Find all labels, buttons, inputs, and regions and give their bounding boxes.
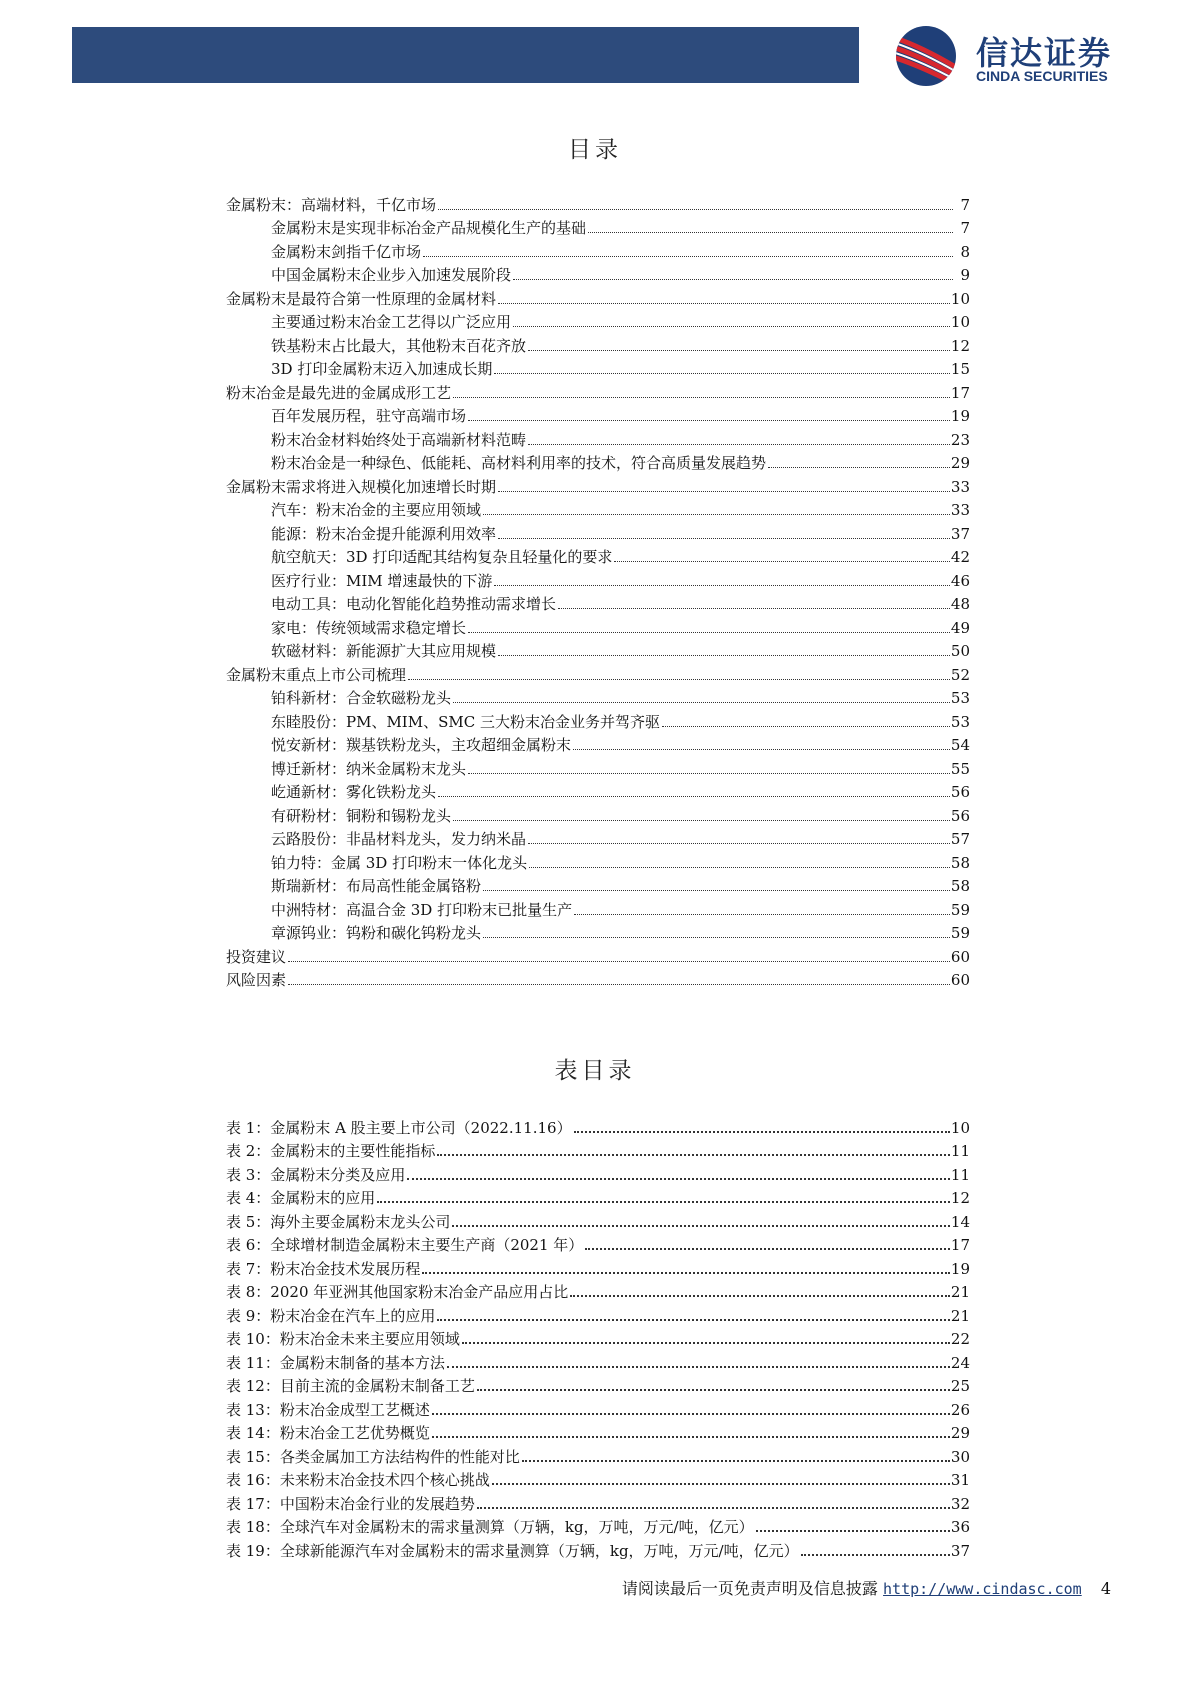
page-footer <box>622 1576 1111 1599</box>
table-toc-entry-label: 表 12：目前主流的金属粉末制备工艺 <box>226 1377 475 1395</box>
toc-entry[interactable] <box>226 331 970 355</box>
dot-leader <box>614 560 950 562</box>
toc-entry[interactable] <box>226 261 970 285</box>
table-of-tables <box>226 1113 970 1560</box>
toc-entry-page: 29 <box>950 454 970 472</box>
toc-entry-page: 48 <box>950 595 970 613</box>
table-toc-entry-label: 表 7：粉末冶金技术发展历程 <box>226 1259 421 1278</box>
dot-leader <box>513 278 953 280</box>
toc-entry-label: 金属粉末是实现非标冶金产品规模化生产的基础 <box>271 219 587 237</box>
table-toc-entry[interactable] <box>226 1442 970 1466</box>
table-toc-entry-page: 36 <box>950 1518 970 1536</box>
table-toc-entry-label: 表 1：金属粉末 A 股主要上市公司（2022.11.16） <box>226 1118 572 1137</box>
dot-leader <box>453 701 950 703</box>
table-toc-entry[interactable] <box>226 1231 970 1255</box>
toc-entry-page: 10 <box>950 289 970 308</box>
toc-entry-page: 42 <box>950 548 970 566</box>
table-toc-entry-page: 12 <box>950 1189 970 1207</box>
toc-entry-page: 23 <box>950 430 970 449</box>
dot-leader <box>528 349 950 351</box>
table-toc-entry-page: 21 <box>950 1306 970 1325</box>
toc-entry-page: 56 <box>950 783 970 801</box>
toc-entry-label: 悦安新材：羰基铁粉龙头，主攻超细金属粉末 <box>271 736 572 754</box>
table-toc-entry-page: 19 <box>950 1259 970 1278</box>
dot-leader <box>462 1341 950 1344</box>
table-toc-entry[interactable] <box>226 1395 970 1419</box>
table-toc-entry[interactable] <box>226 1301 970 1325</box>
toc-entry[interactable] <box>226 472 970 496</box>
toc-entry[interactable] <box>226 237 970 261</box>
dot-leader <box>377 1200 950 1203</box>
dot-leader <box>494 372 950 374</box>
header-bar <box>72 27 859 83</box>
toc-entry[interactable] <box>226 919 970 943</box>
dot-leader <box>408 678 950 680</box>
toc-entry[interactable] <box>226 308 970 332</box>
table-toc-entry-page: 26 <box>950 1400 970 1419</box>
dot-leader <box>498 302 950 304</box>
toc-title: 目录 <box>568 137 622 163</box>
table-toc-entry-page: 21 <box>950 1283 970 1301</box>
toc-entry[interactable] <box>226 637 970 661</box>
table-toc-entry-label: 表 16：未来粉末冶金技术四个核心挑战 <box>226 1471 490 1489</box>
toc-entry-label: 金属粉末：高端材料，千亿市场 <box>226 195 437 214</box>
toc-entry-label: 云路股份：非晶材料龙头，发力纳米晶 <box>271 830 527 848</box>
toc-entry[interactable] <box>226 848 970 872</box>
toc-entry-page: 49 <box>950 618 970 637</box>
dot-leader <box>468 419 950 421</box>
toc-entry-page: 55 <box>950 759 970 778</box>
toc-entry-label: 东睦股份：PM、MIM、SMC 三大粉末冶金业务并驾齐驱 <box>271 712 660 731</box>
toc-entry-label: 金属粉末需求将进入规模化加速增长时期 <box>226 477 497 496</box>
table-toc-entry-page: 10 <box>950 1118 970 1137</box>
toc-entry-label: 博迁新材：纳米金属粉末龙头 <box>271 759 467 778</box>
table-toc-entry[interactable] <box>226 1466 970 1490</box>
footer-url-link[interactable]: http://www.cindasc.com <box>883 1580 1082 1598</box>
table-toc-entry[interactable] <box>226 1536 970 1560</box>
toc-entry-page: 8 <box>960 242 970 261</box>
dot-leader <box>477 1506 950 1509</box>
toc-entry-label: 航空航天：3D 打印适配其结构复杂且轻量化的要求 <box>271 548 613 566</box>
toc-entry-label: 电动工具：电动化智能化趋势推动需求增长 <box>271 595 557 613</box>
toc-entry[interactable] <box>226 449 970 473</box>
toc-entry-page: 59 <box>950 900 970 919</box>
toc-entry-page: 17 <box>950 383 970 402</box>
toc-entry-page: 60 <box>950 947 970 966</box>
toc-entry[interactable] <box>226 613 970 637</box>
table-toc-entry-label: 表 3：金属粉末分类及应用 <box>226 1165 406 1184</box>
dot-leader <box>588 231 953 233</box>
toc-entry[interactable] <box>226 566 970 590</box>
dot-leader <box>574 1130 950 1133</box>
table-toc-entry-label: 表 5：海外主要金属粉末龙头公司 <box>226 1212 451 1231</box>
brand-logo <box>880 22 1170 92</box>
toc-entry-page: 60 <box>950 971 970 989</box>
table-toc-entry-page: 17 <box>950 1236 970 1254</box>
toc-entry-page: 58 <box>950 853 970 872</box>
table-toc-entry-label: 表 15：各类金属加工方法结构件的性能对比 <box>226 1447 520 1466</box>
toc-entry[interactable] <box>226 190 970 214</box>
toc-entry-page: 57 <box>950 830 970 848</box>
toc-entry-label: 粉末冶金材料始终处于高端新材料范畴 <box>271 430 527 449</box>
toc-entry[interactable] <box>226 778 970 802</box>
table-toc-entry[interactable] <box>226 1325 970 1349</box>
table-toc-entry-page: 24 <box>950 1353 970 1372</box>
dot-leader <box>477 1388 950 1391</box>
table-toc-entry-label: 表 18：全球汽车对金属粉末的需求量测算（万辆，kg，万吨，万元/吨，亿元） <box>226 1518 754 1536</box>
dot-leader <box>437 1153 950 1156</box>
table-toc-entry[interactable] <box>226 1489 970 1513</box>
toc-entry-label: 铂科新材：合金软磁粉龙头 <box>271 689 452 707</box>
table-toc-entry[interactable] <box>226 1113 970 1137</box>
logo-english-name: CINDA SECURITIES <box>976 68 1108 84</box>
dot-leader <box>453 396 950 398</box>
table-toc-entry-page: 11 <box>950 1142 970 1160</box>
table-toc-entry[interactable] <box>226 1254 970 1278</box>
table-toc-entry-page: 29 <box>950 1424 970 1442</box>
table-toc-entry[interactable] <box>226 1160 970 1184</box>
dot-leader <box>468 631 950 633</box>
toc-entry-label: 百年发展历程，驻守高端市场 <box>271 407 467 425</box>
dot-leader <box>494 584 949 586</box>
toc-entry-page: 46 <box>950 571 970 590</box>
table-toc-entry[interactable] <box>226 1278 970 1302</box>
dot-leader <box>513 325 950 327</box>
toc-entry[interactable] <box>226 801 970 825</box>
toc-entry-label: 铁基粉末占比最大，其他粉末百花齐放 <box>271 336 527 355</box>
dot-leader <box>452 1224 950 1227</box>
toc-entry-page: 53 <box>950 712 970 731</box>
table-toc-entry-page: 25 <box>950 1377 970 1395</box>
table-toc-entry-label: 表 6：全球增材制造金属粉末主要生产商（2021 年） <box>226 1236 584 1254</box>
toc-entry-label: 汽车：粉末冶金的主要应用领域 <box>271 501 482 519</box>
toc-entry-label: 软磁材料：新能源扩大其应用规模 <box>271 642 497 660</box>
toc-entry[interactable] <box>226 660 970 684</box>
dot-leader <box>529 866 950 868</box>
toc-entry[interactable] <box>226 825 970 849</box>
toc-entry[interactable] <box>226 942 970 966</box>
table-toc-entry-page: 32 <box>950 1494 970 1513</box>
toc-entry-label: 铂力特：金属 3D 打印粉末一体化龙头 <box>271 853 528 872</box>
table-toc-entry-label: 表 17：中国粉末冶金行业的发展趋势 <box>226 1494 475 1513</box>
dot-leader <box>573 748 950 750</box>
toc-entry-label: 粉末冶金是一种绿色、低能耗、高材料利用率的技术，符合高质量发展趋势 <box>271 454 767 472</box>
dot-leader <box>447 1365 950 1368</box>
toc-entry[interactable] <box>226 754 970 778</box>
dot-leader <box>288 983 950 985</box>
dot-leader <box>468 772 950 774</box>
dot-leader <box>662 725 950 727</box>
dot-leader <box>528 443 950 445</box>
table-toc-entry-label: 表 13：粉末冶金成型工艺概述 <box>226 1400 430 1419</box>
table-of-contents <box>226 190 970 989</box>
toc-entry-label: 有研粉材：铜粉和锡粉龙头 <box>271 806 452 825</box>
dot-leader <box>574 913 950 915</box>
table-toc-entry[interactable] <box>226 1513 970 1537</box>
dot-leader <box>453 819 950 821</box>
toc-entry-page: 58 <box>950 877 970 895</box>
table-toc-title: 表目录 <box>554 1058 636 1084</box>
table-toc-entry-page: 31 <box>950 1471 970 1489</box>
dot-leader <box>483 889 950 891</box>
toc-entry[interactable] <box>226 519 970 543</box>
dot-leader <box>483 513 950 515</box>
toc-entry[interactable] <box>226 543 970 567</box>
dot-leader <box>492 1482 950 1485</box>
toc-entry-label: 金属粉末剑指千亿市场 <box>271 242 422 261</box>
dot-leader <box>437 1318 950 1321</box>
table-toc-entry-page: 37 <box>950 1541 970 1560</box>
table-toc-entry[interactable] <box>226 1184 970 1208</box>
dot-leader <box>570 1294 950 1297</box>
dot-leader <box>756 1529 950 1532</box>
toc-entry[interactable] <box>226 378 970 402</box>
toc-entry[interactable] <box>226 496 970 520</box>
toc-entry[interactable] <box>226 355 970 379</box>
dot-leader <box>528 842 950 844</box>
dot-leader <box>432 1412 950 1415</box>
toc-entry[interactable] <box>226 731 970 755</box>
dot-leader <box>558 607 950 609</box>
toc-entry-page: 37 <box>950 524 970 543</box>
dot-leader <box>498 537 950 539</box>
dot-leader <box>288 960 950 962</box>
dot-leader <box>801 1553 950 1556</box>
toc-entry-label: 粉末冶金是最先进的金属成形工艺 <box>226 383 452 402</box>
toc-entry-page: 15 <box>950 360 970 378</box>
toc-entry-label: 金属粉末是最符合第一性原理的金属材料 <box>226 289 497 308</box>
toc-entry-page: 9 <box>960 266 970 284</box>
toc-entry-page: 33 <box>950 501 970 519</box>
toc-entry-page: 56 <box>950 806 970 825</box>
dot-leader <box>498 490 950 492</box>
table-toc-entry-page: 14 <box>950 1212 970 1231</box>
table-toc-entry[interactable] <box>226 1207 970 1231</box>
dot-leader <box>483 936 950 938</box>
footer-disclaimer: 请阅读最后一页免责声明及信息披露 <box>621 1579 878 1598</box>
table-toc-entry-page: 11 <box>950 1165 970 1184</box>
dot-leader <box>438 208 953 210</box>
toc-entry[interactable] <box>226 214 970 238</box>
toc-entry-page: 7 <box>960 219 970 237</box>
dot-leader <box>438 795 950 797</box>
toc-entry-label: 投资建议 <box>226 947 287 966</box>
table-toc-entry-label: 表 8：2020 年亚洲其他国家粉末冶金产品应用占比 <box>226 1283 569 1301</box>
toc-entry[interactable] <box>226 590 970 614</box>
toc-entry-label: 章源钨业：钨粉和碳化钨粉龙头 <box>271 924 482 942</box>
dot-leader <box>585 1247 950 1250</box>
table-toc-entry-label: 表 19：全球新能源汽车对金属粉末的需求量测算（万辆，kg，万吨，万元/吨，亿元） <box>226 1541 799 1560</box>
toc-entry-page: 12 <box>950 336 970 355</box>
toc-entry-label: 金属粉末重点上市公司梳理 <box>226 665 407 684</box>
table-toc-entry-label: 表 4：金属粉末的应用 <box>226 1189 376 1207</box>
table-toc-entry-page: 30 <box>950 1447 970 1466</box>
table-toc-entry[interactable] <box>226 1137 970 1161</box>
toc-entry[interactable] <box>226 425 970 449</box>
toc-entry-label: 家电：传统领域需求稳定增长 <box>271 618 467 637</box>
table-toc-entry-label: 表 11：金属粉末制备的基本方法 <box>226 1353 445 1372</box>
table-toc-entry[interactable] <box>226 1419 970 1443</box>
toc-entry-page: 50 <box>950 642 970 660</box>
toc-entry-page: 59 <box>950 924 970 942</box>
logo-chinese-name: 信达证券 <box>976 34 1113 72</box>
toc-entry-page: 53 <box>950 689 970 707</box>
toc-entry[interactable] <box>226 707 970 731</box>
dot-leader <box>423 255 953 257</box>
toc-entry[interactable] <box>226 684 970 708</box>
toc-entry-page: 33 <box>950 477 970 496</box>
toc-entry[interactable] <box>226 895 970 919</box>
toc-entry-label: 中国金属粉末企业步入加速发展阶段 <box>271 266 512 284</box>
page-number: 4 <box>1100 1579 1111 1598</box>
dot-leader <box>522 1459 950 1462</box>
table-toc-entry-label: 表 2：金属粉末的主要性能指标 <box>226 1142 436 1160</box>
toc-entry-label: 屹通新材：雾化铁粉龙头 <box>271 783 437 801</box>
toc-entry-label: 3D 打印金属粉末迈入加速成长期 <box>271 360 493 378</box>
toc-entry-label: 风险因素 <box>226 971 287 989</box>
table-toc-entry-label: 表 14：粉末冶金工艺优势概览 <box>226 1424 430 1442</box>
table-toc-entry-page: 22 <box>950 1330 970 1348</box>
toc-entry[interactable] <box>226 872 970 896</box>
dot-leader <box>432 1435 950 1438</box>
table-toc-entry-label: 表 9：粉末冶金在汽车上的应用 <box>226 1306 436 1325</box>
toc-entry-page: 10 <box>950 313 970 331</box>
toc-entry-label: 斯瑞新材：布局高性能金属铬粉 <box>271 877 482 895</box>
toc-entry[interactable] <box>226 284 970 308</box>
toc-entry[interactable] <box>226 402 970 426</box>
toc-entry-page: 19 <box>950 407 970 425</box>
table-toc-entry[interactable] <box>226 1348 970 1372</box>
table-toc-entry-label: 表 10：粉末冶金未来主要应用领域 <box>226 1330 460 1348</box>
cinda-logo-icon <box>880 24 972 88</box>
toc-entry-label: 主要通过粉末冶金工艺得以广泛应用 <box>271 313 512 331</box>
dot-leader <box>422 1271 950 1274</box>
toc-entry[interactable] <box>226 966 970 990</box>
toc-entry-label: 能源：粉末冶金提升能源利用效率 <box>271 524 497 543</box>
toc-entry-page: 54 <box>950 736 970 754</box>
table-toc-entry[interactable] <box>226 1372 970 1396</box>
toc-entry-page: 52 <box>950 665 970 684</box>
toc-entry-label: 中洲特材：高温合金 3D 打印粉末已批量生产 <box>271 900 573 919</box>
toc-entry-label: 医疗行业：MIM 增速最快的下游 <box>271 571 493 590</box>
dot-leader <box>407 1177 950 1180</box>
dot-leader <box>498 654 950 656</box>
dot-leader <box>768 466 950 468</box>
toc-entry-page: 7 <box>960 195 970 214</box>
